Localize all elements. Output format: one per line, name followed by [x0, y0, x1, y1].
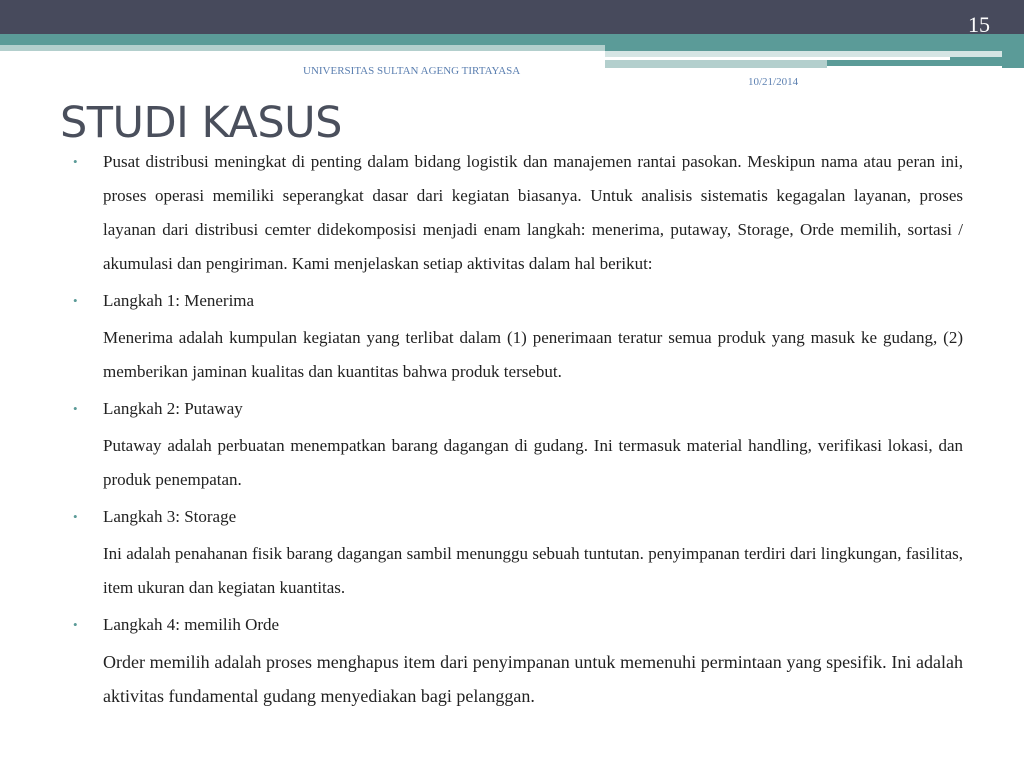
- step-text: Menerima adalah kumpulan kegiatan yang terlibat dalam (1) penerimaan teratur semua produk yang masuk ke gudang, (2) memberikan jaminan kualitas dan kuantitas bahwa produk tersebut.: [103, 328, 963, 381]
- bullet-dot-icon: •: [73, 509, 78, 524]
- date-label: 10/21/2014: [748, 76, 799, 88]
- step-text: Ini adalah penahanan fisik barang dagangan sambil menunggu sebuah tuntutan. penyimpanan terdiri dari lingkungan, fasilitas, item ukuran dan kegiatan kuantitas.: [103, 544, 963, 597]
- header-band-light: [0, 45, 605, 51]
- bullet-dot-icon: •: [73, 617, 78, 632]
- bullet-step-4: [73, 608, 963, 642]
- bullet-dot-icon: •: [73, 154, 78, 169]
- slide-title: STUDI KASUS: [60, 98, 342, 148]
- slide-content: [73, 145, 963, 713]
- header-band-light-short: [605, 60, 827, 68]
- step-text: Order memilih adalah proses menghapus item dari penyimpanan untuk memenuhi permintaan yang spesifik. Ini adalah aktivitas fundamental gudang menyediakan bagi pelanggan.: [103, 652, 963, 706]
- step-heading: Langkah 1: Menerima: [103, 291, 255, 310]
- organization-label: UNIVERSITAS SULTAN AGENG TIRTAYASA: [303, 65, 521, 77]
- step-text: Putaway adalah perbuatan menempatkan barang dagangan di gudang. Ini termasuk material handling, verifikasi lokasi, dan produk penempatan.: [103, 436, 963, 489]
- step-heading: Langkah 2: Putaway: [103, 399, 243, 418]
- bullet-step-3: [73, 500, 963, 534]
- step-heading: Langkah 3: Storage: [103, 507, 237, 526]
- intro-text: Pusat distribusi meningkat di penting dalam bidang logistik dan manajemen rantai pasokan. Meskipun nama atau peran ini, proses operasi memiliki seperangkat dasar dari kegiatan biasanya. Untuk analisis sistematis kegagalan layanan, proses layanan dari distribusi cemter didekomposisi menjadi enam langkah: menerima, putaway, Storage, Orde memilih, sortasi / akumulasi dan pengiriman. Kami menjelaskan setiap aktivitas dalam hal berikut:: [103, 152, 963, 273]
- bullet-step-1: [73, 284, 963, 318]
- bullet-intro: [73, 145, 963, 281]
- header-band-cap: [1002, 34, 1024, 68]
- header-band-teal-left: [0, 34, 605, 45]
- page-number: 15: [968, 12, 990, 37]
- bullet-step-2: [73, 392, 963, 426]
- bullet-dot-icon: •: [73, 401, 78, 416]
- bullet-dot-icon: •: [73, 293, 78, 308]
- header-band-dark: [0, 0, 1024, 34]
- step-heading: Langkah 4: memilih Orde: [103, 615, 280, 634]
